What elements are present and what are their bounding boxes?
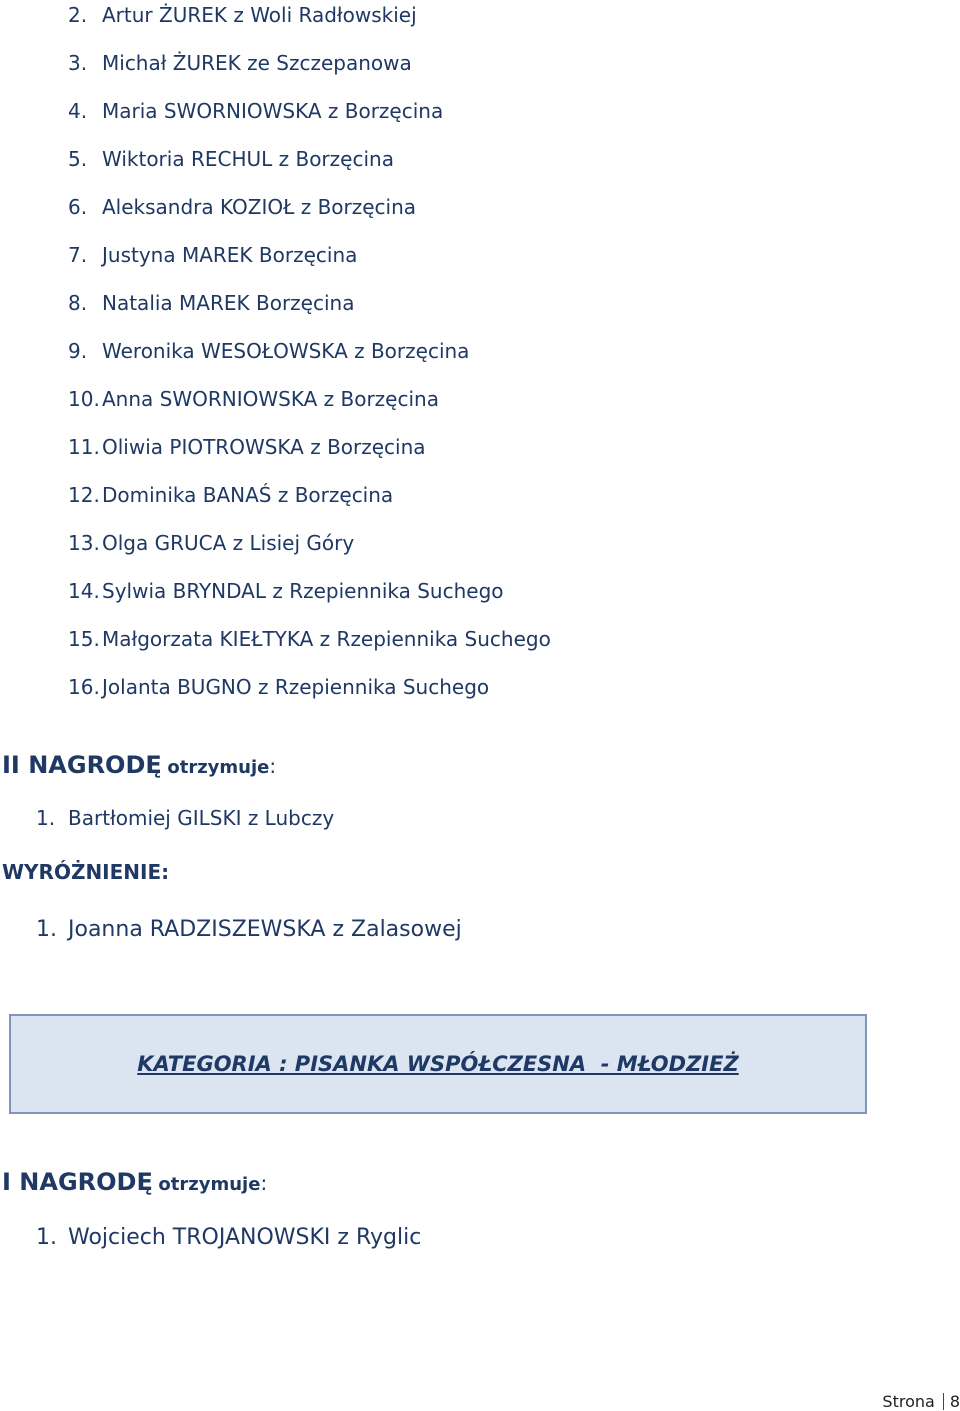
list-item-text: Małgorzata KIEŁTYKA z Rzepiennika Suchego xyxy=(102,627,551,651)
list-item-text: Sylwia BRYNDAL z Rzepiennika Suchego xyxy=(102,579,504,603)
first-prize-suffix: otrzymuje xyxy=(158,1174,261,1195)
second-prize-heading xyxy=(2,751,276,779)
list-item-number: 6. xyxy=(68,195,88,219)
list-item-number: 1. xyxy=(36,1225,57,1250)
footer-label: Strona xyxy=(882,1392,935,1411)
list-item-text: Michał ŻUREK ze Szczepanowa xyxy=(102,51,412,75)
second-prize-colon: : xyxy=(269,754,277,778)
list-item-text: Maria SWORNIOWSKA z Borzęcina xyxy=(102,99,444,123)
list-item-number: 3. xyxy=(68,51,88,75)
list-item-text: Justyna MAREK Borzęcina xyxy=(102,243,358,267)
list-item-text: Anna SWORNIOWSKA z Borzęcina xyxy=(102,387,439,411)
list-item-text: Artur ŻUREK z Woli Radłowskiej xyxy=(102,3,417,27)
list-item-number: 2. xyxy=(68,3,88,27)
category-title: KATEGORIA : PISANKA WSPÓŁCZESNA - MŁODZIEŻ xyxy=(137,1052,739,1076)
list-item-text: Bartłomiej GILSKI z Lubczy xyxy=(68,806,335,830)
footer-separator xyxy=(943,1393,944,1410)
list-item-number: 1. xyxy=(36,917,57,942)
list-item-text: Jolanta BUGNO z Rzepiennika Suchego xyxy=(102,675,490,699)
list-item-text: Natalia MAREK Borzęcina xyxy=(102,291,355,315)
first-prize-heading xyxy=(2,1168,267,1196)
list-item-number: 4. xyxy=(68,99,88,123)
second-prize-suffix: otrzymuje xyxy=(167,757,270,778)
list-item-number: 12. xyxy=(68,483,100,507)
list-item-text: Wojciech TROJANOWSKI z Ryglic xyxy=(68,1225,422,1250)
list-item-number: 1. xyxy=(36,806,56,830)
distinction-heading: WYRÓŻNIENIE: xyxy=(2,860,170,884)
list-item-number: 7. xyxy=(68,243,88,267)
list-item-text: Wiktoria RECHUL z Borzęcina xyxy=(102,147,394,171)
list-item-text: Joanna RADZISZEWSKA z Zalasowej xyxy=(68,917,462,942)
category-box xyxy=(9,1014,867,1114)
list-item-number: 13. xyxy=(68,531,100,555)
list-item-text: Weronika WESOŁOWSKA z Borzęcina xyxy=(102,339,470,363)
list-item-number: 10. xyxy=(68,387,100,411)
list-item-number: 15. xyxy=(68,627,100,651)
first-prize-title: I NAGRODĘ xyxy=(2,1168,153,1196)
page-number: 8 xyxy=(949,1392,960,1411)
list-item-number: 5. xyxy=(68,147,88,171)
list-item-text: Dominika BANAŚ z Borzęcina xyxy=(102,483,394,507)
list-item-number: 9. xyxy=(68,339,88,363)
page-footer xyxy=(882,1392,960,1411)
list-item-number: 16. xyxy=(68,675,100,699)
list-item-number: 11. xyxy=(68,435,100,459)
list-item-text: Olga GRUCA z Lisiej Góry xyxy=(102,531,355,555)
list-item-text: Aleksandra KOZIOŁ z Borzęcina xyxy=(102,195,417,219)
list-item-number: 8. xyxy=(68,291,88,315)
list-item-text: Oliwia PIOTROWSKA z Borzęcina xyxy=(102,435,426,459)
first-prize-colon: : xyxy=(260,1171,268,1195)
list-item-number: 14. xyxy=(68,579,100,603)
second-prize-title: II NAGRODĘ xyxy=(2,751,162,779)
